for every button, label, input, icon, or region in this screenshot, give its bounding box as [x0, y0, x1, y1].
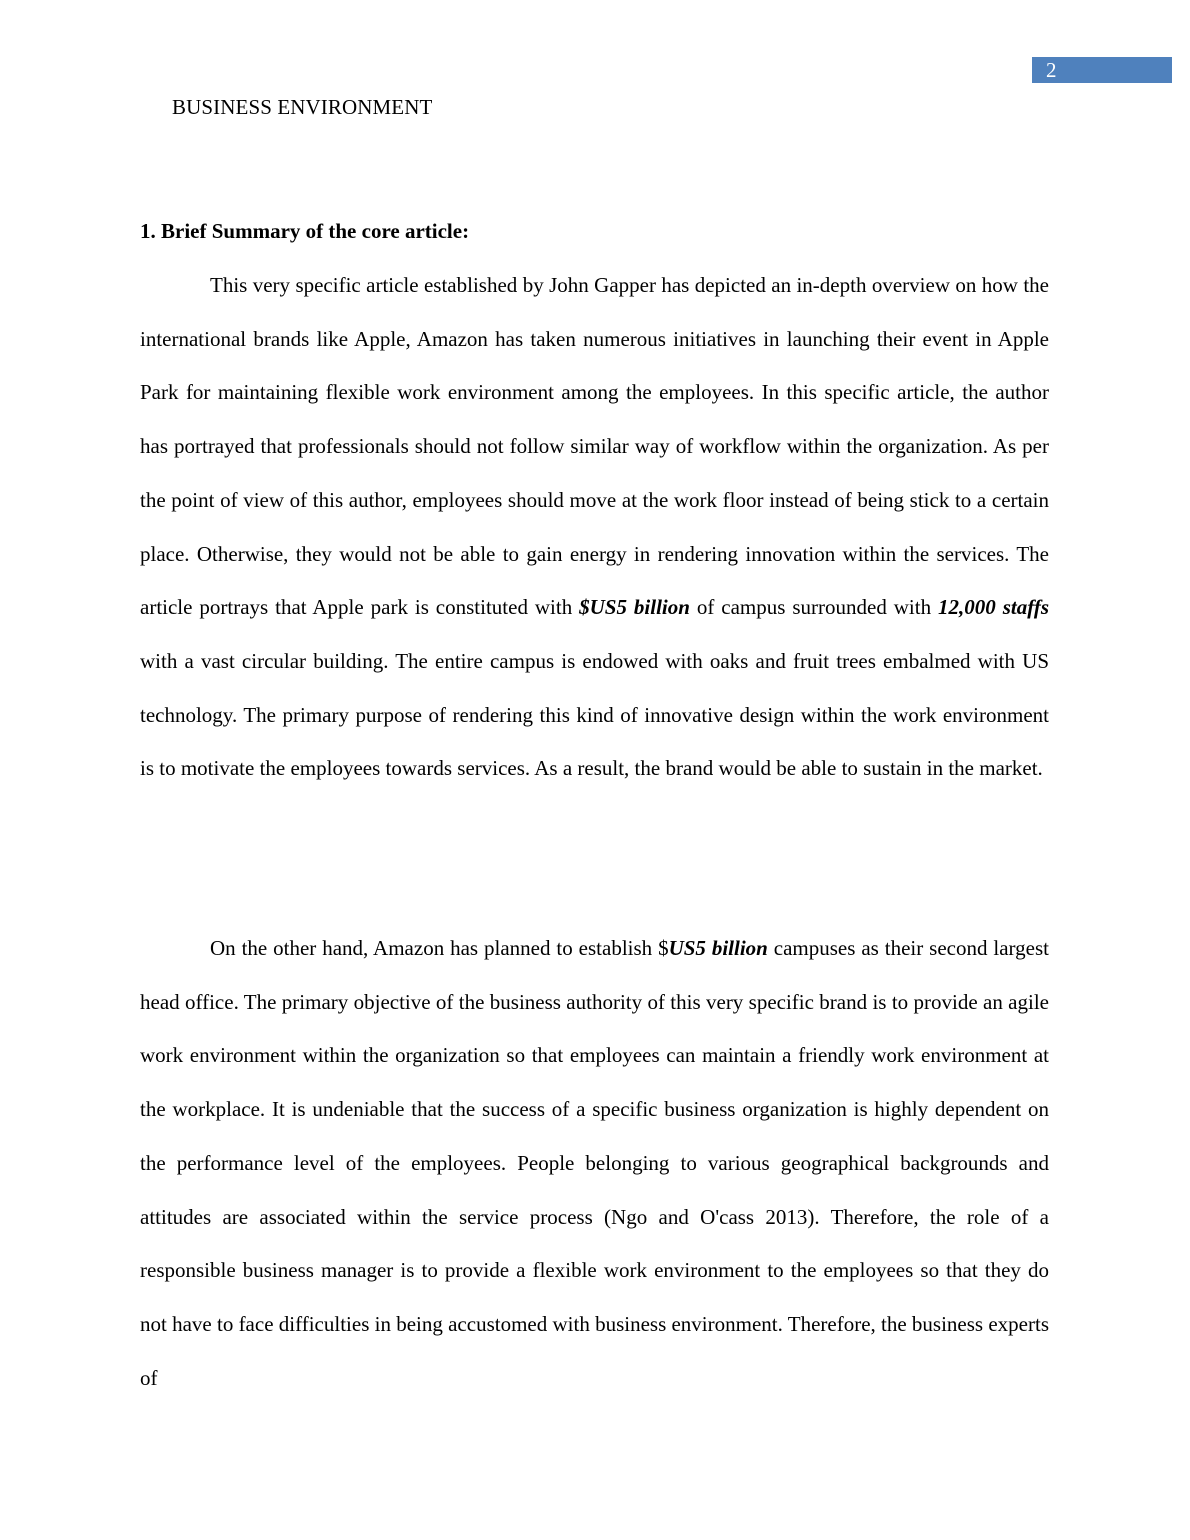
paragraph-text: This very specific article established by John Gapper has depicted an in-depth overview on how the international brands like Apple, Amazon has taken numerous initiatives in launching their event in Apple Park for maintaining flexible work environment among the employees. In this specific article, the author has portrayed that professionals should not follow similar way of workflow within the organization. As per the point of view of this author, employees should move at the work floor instead of being stick to a certain place. Otherwise, they would not be able to gain energy in rendering innovation within the services. The article portrays that Apple park is constituted with — [140, 273, 1049, 620]
page-number-bar — [1032, 57, 1172, 83]
paragraph-text: On the other hand, Amazon has planned to establish $ — [210, 936, 669, 960]
emphasis-staff-count: 12,000 staffs — [938, 595, 1049, 620]
paragraph-text: campuses as their second largest head office. The primary objective of the business authority of this very specific brand is to provide an agile work environment within the organization so that employees can maintain a friendly work environment at the workplace. It is undeniable that the success of a specific business organization is highly dependent on the performance level of the employees. People belonging to various geographical backgrounds and attitudes are associated within the service process (Ngo and O'cass 2013). Therefore, the role of a responsible business manager is to provide a flexible work environment to the employees so that they do not have to face difficulties in being accustomed with business environment. Therefore, the business experts of — [140, 936, 1049, 1390]
page-number: 2 — [1046, 58, 1057, 82]
body-paragraph-1 — [140, 259, 1049, 796]
running-head: BUSINESS ENVIRONMENT — [172, 95, 433, 119]
emphasis-amount: $US5 billion — [579, 595, 690, 620]
paragraph-text: with a vast circular building. The entire campus is endowed with oaks and fruit trees embalmed with US technology. The primary purpose of rendering this kind of innovative design within the work environment is to motivate the employees towards services. As a result, the brand would be able to sustain in the market. — [140, 648, 1049, 781]
body-paragraph-2 — [140, 922, 1049, 1405]
emphasis-amount: US5 billion — [668, 936, 768, 960]
paragraph-text: of campus surrounded with — [689, 595, 939, 620]
section-heading: 1. Brief Summary of the core article: — [140, 219, 470, 243]
